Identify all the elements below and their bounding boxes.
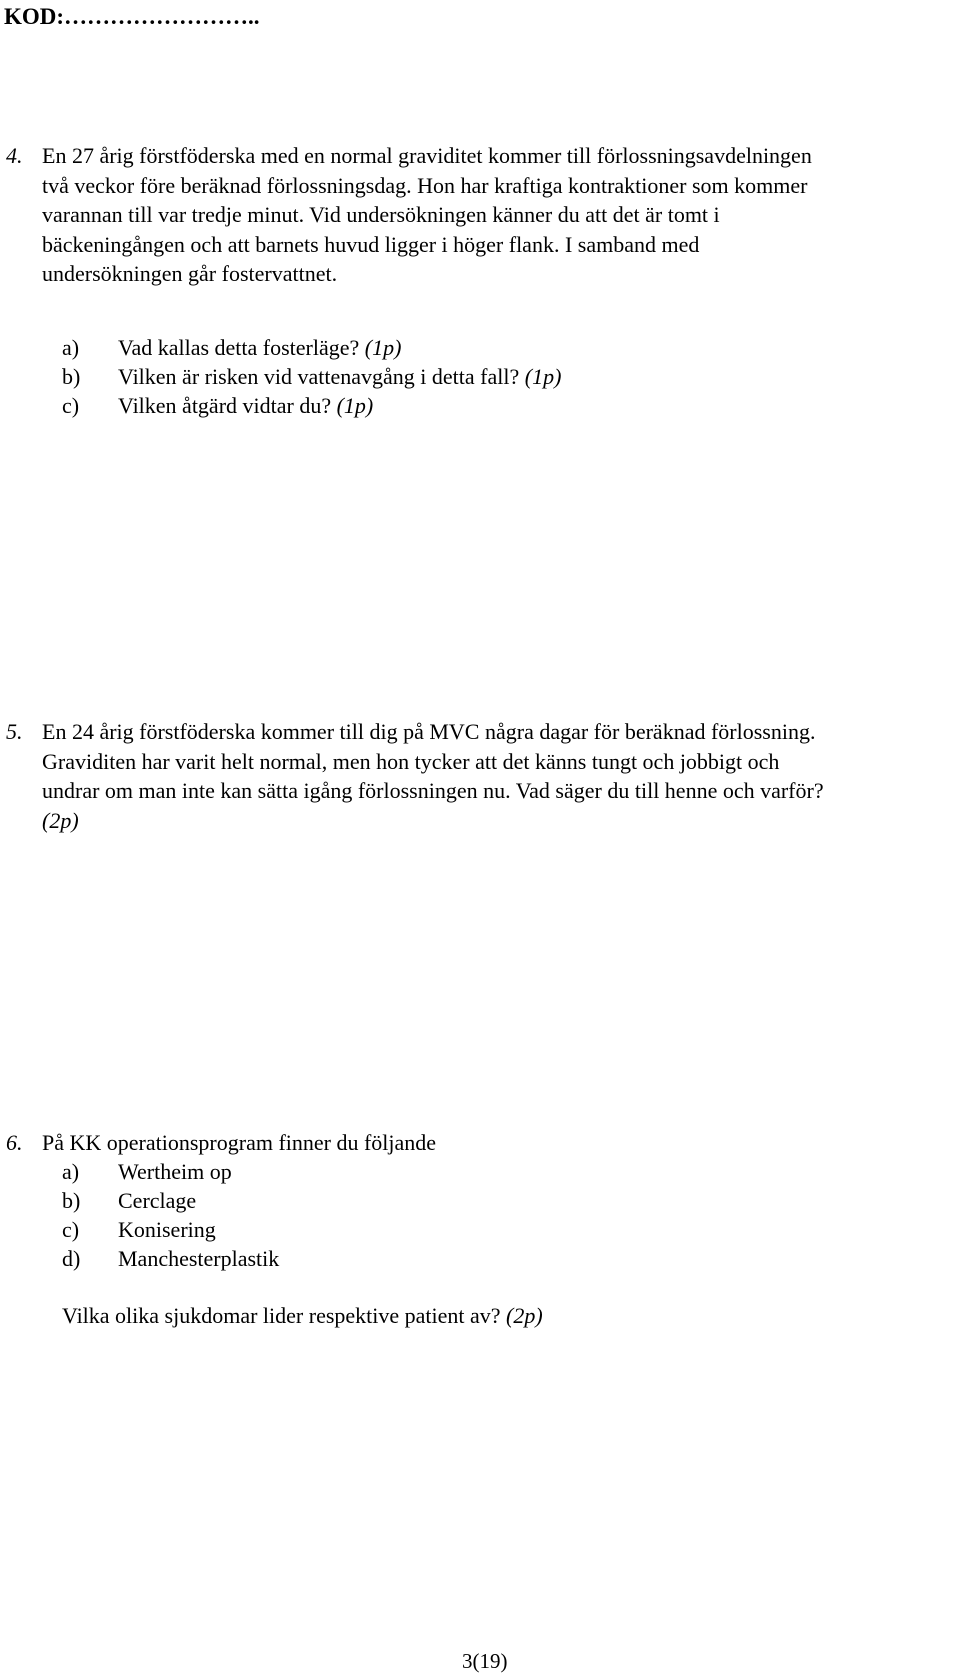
question-6b — [62, 1186, 196, 1216]
question-6-question — [62, 1301, 543, 1331]
item-text: Manchesterplastik — [118, 1246, 280, 1271]
item-text: Cerclage — [118, 1188, 197, 1213]
subquestion-label: c) — [62, 393, 80, 418]
question-4b — [62, 362, 561, 392]
question-5-points: (2p) — [42, 807, 79, 833]
question-6d — [62, 1244, 279, 1274]
question-6a — [62, 1157, 232, 1187]
question-5-line: En 24 årig förstföderska kommer till dig på MVC några dagar för beräknad förlossning. — [42, 719, 816, 744]
subquestion-label: b) — [62, 364, 81, 389]
subquestion-text: Vilken är risken vid vattenavgång i detta fall? — [118, 364, 520, 389]
subquestion-text: Vilken åtgärd vidtar du? — [118, 393, 332, 418]
question-4-line: undersökningen går fostervattnet. — [42, 261, 338, 287]
question-6-question-text: Vilka olika sjukdomar lider respektive patient av? — [62, 1303, 501, 1328]
question-4-text — [42, 141, 812, 289]
subquestion-points: (1p) — [524, 364, 562, 389]
item-label: a) — [62, 1159, 80, 1184]
question-6c — [62, 1215, 216, 1245]
item-text: Konisering — [118, 1217, 216, 1242]
subquestion-text: Vad kallas detta fosterläge? — [118, 335, 360, 360]
question-4c — [62, 391, 373, 421]
page-number: 3(19) — [462, 1649, 508, 1673]
item-label: d) — [62, 1246, 81, 1271]
item-text: Wertheim op — [118, 1159, 232, 1184]
question-6-number: 6. — [6, 1130, 23, 1155]
question-5-number: 5. — [6, 719, 23, 744]
question-5-line: Graviditen har varit helt normal, men hon tycker att det känns tungt och jobbigt och — [42, 748, 780, 774]
subquestion-label: a) — [62, 335, 80, 360]
question-6-points: (2p) — [506, 1303, 543, 1328]
item-label: b) — [62, 1188, 81, 1213]
question-4-line: två veckor före beräknad förlossningsdag. Hon har kraftiga kontraktioner som kommer — [42, 172, 808, 198]
subquestion-points: (1p) — [336, 393, 374, 418]
item-label: c) — [62, 1217, 80, 1242]
question-6-intro: På KK operationsprogram finner du följande — [42, 1130, 437, 1155]
question-4-number: 4. — [6, 143, 23, 168]
question-5-line: undrar om man inte kan sätta igång förlossningen nu. Vad säger du till henne och varför? — [42, 778, 824, 804]
question-4-line: varannan till var tredje minut. Vid undersökningen känner du att det är tomt i — [42, 202, 720, 228]
subquestion-points: (1p) — [364, 335, 402, 360]
question-4-line: bäckeningången och att barnets huvud ligger i höger flank. I samband med — [42, 231, 700, 257]
question-5-text — [42, 717, 824, 835]
question-4a — [62, 333, 401, 363]
question-4-line: En 27 årig förstföderska med en normal graviditet kommer till förlossningsavdelningen — [42, 143, 812, 168]
code-field-label: KOD:…………………….. — [4, 4, 260, 29]
